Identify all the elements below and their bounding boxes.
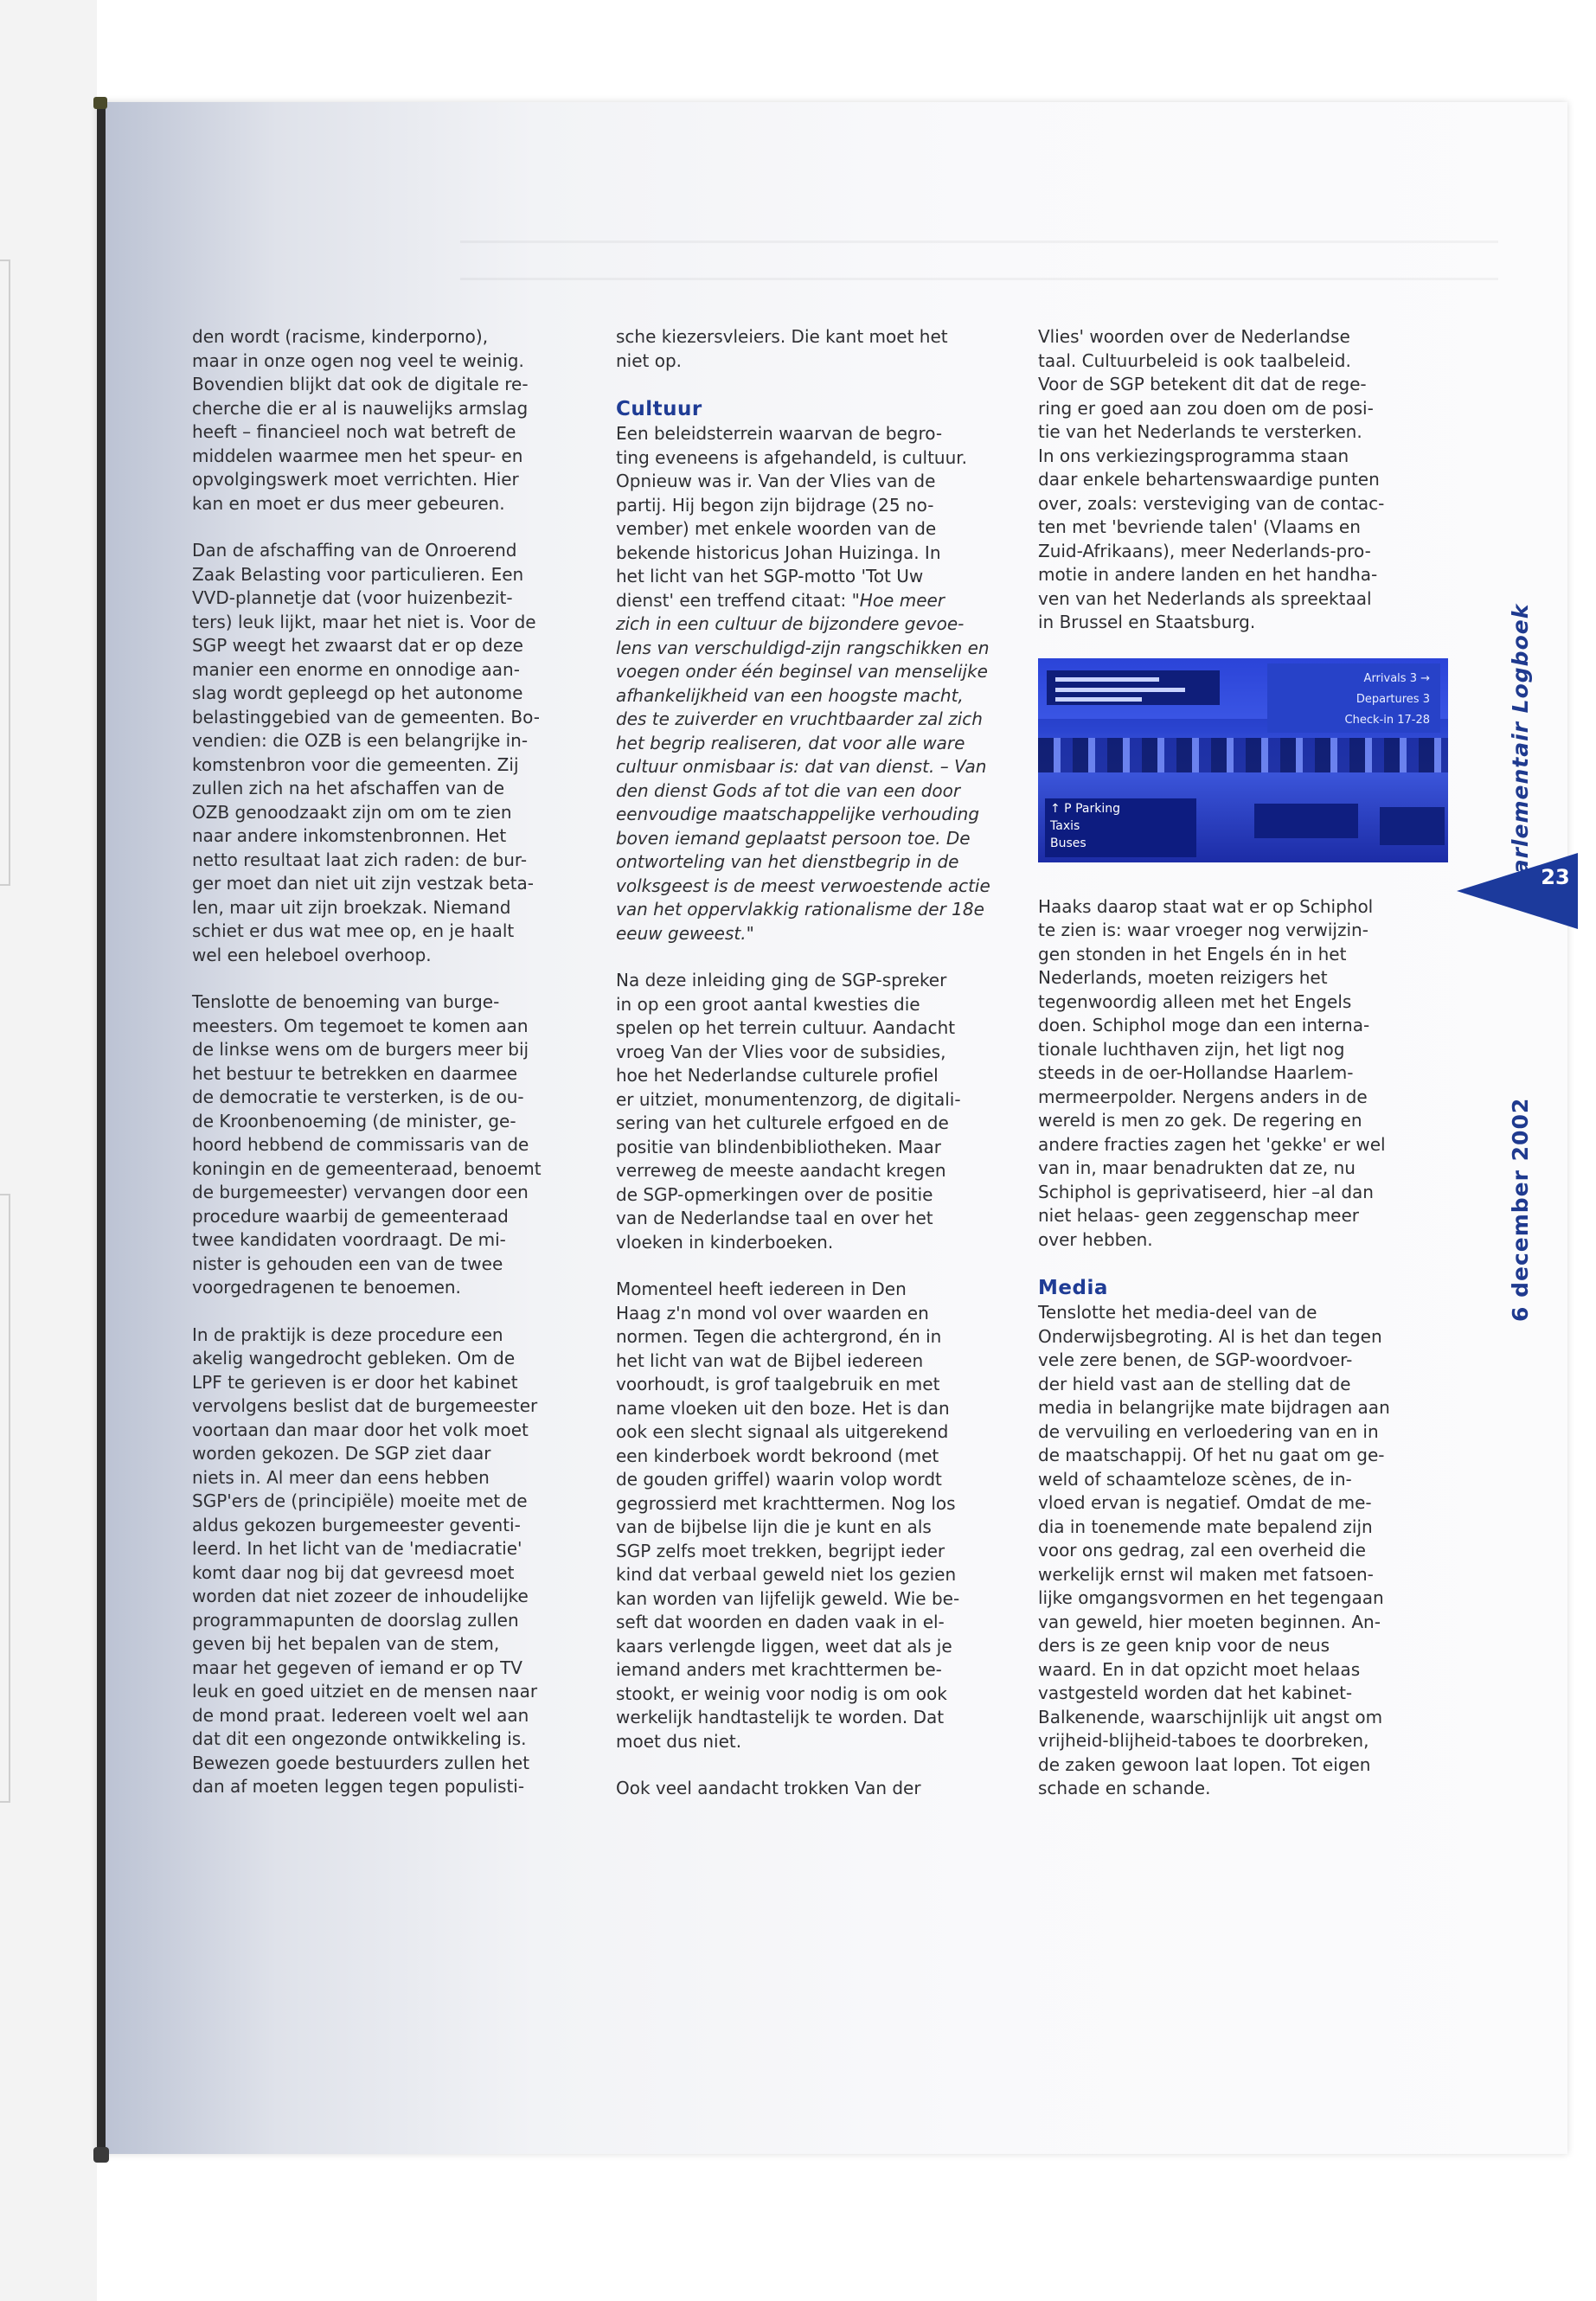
paragraph: Tenslotte het media-deel van de Onderwijsbegroting. Al is het dan tegen vele zere benen, de SGP-woordvoer- der hield vast aan de stelling dat de media in belangrijke mate bijdragen aan de vervuiling en verloedering van en in de maatschappij. Of het nu gaat om ge- weld of schaamteloze scènes, de in- vloed ervan is negatief. Omdat de me- dia in toenemende mate bepalend zijn voor ons gedrag, zal een overheid die werkelijk ernst wil maken met fatsoen- lijke omgangsvormen en het tegengaan van geweld, hier moeten beginnen. An- ders is ze geen knip voor de neus waard. En in dat opzicht moet helaas vastgesteld worden dat het kabinet- Balkenende, waarschijnlijk uit angst om vrijheid-blijheid-taboes te doorbreken, de zaken gewoon laat lopen. Tot eigen schade en schande. xyxy=(1038,1302,1390,1798)
text-column-1 xyxy=(192,325,607,1823)
paragraph: Ook veel aandacht trokken Van der xyxy=(616,1778,921,1798)
info-sign xyxy=(1254,804,1358,838)
board-row xyxy=(1055,697,1142,702)
paragraph: den wordt (racisme, kinderporno), maar in onze ogen nog veel te weinig. Bovendien blijkt dat ook de digitale re- cherche die er al is nauwelijks armslag heeft – financieel noch wat betreft de middelen waarmee men het speur- en opvolgingswerk moet verrichten. Hier kan en moet er dus meer gebeuren. xyxy=(192,326,529,514)
paragraph-text: Een beleidsterrein waarvan de begro- ting eveneens is afgehandeld, is cultuur. Opnieuw was ir. Van der Vlies van de partij. Hij begon zijn bijdrage (25 no- vember) met enkele woorden van de bekende historicus Johan Huizinga. In het licht van het SGP-motto 'Tot Uw dienst' een treffend citaat: xyxy=(616,423,968,611)
text-column-2 xyxy=(616,325,1031,1824)
paragraph: sche kiezersvleiers. Die kant moet het niet op. xyxy=(616,326,948,371)
departure-board xyxy=(1047,670,1220,705)
paragraph: Vlies' woorden over de Nederlandse taal. Cultuurbeleid is ook taalbeleid. Voor de SGP betekent dit dat de rege- ring er goed aan zou doen om de posi- tie van het Nederlands te versterken. In ons verkiezingsprogramma staan daar enkele behartenswaardige punten over, zoals: versteviging van de contac- ten met 'bevriende talen' (Vlaams en Zuid-Afrikaans), meer Nederlands-pro- motie in andere landen en het handha- ven van het Nederlands als spreektaal in Brussel en Staatsburg. xyxy=(1038,326,1385,632)
sign-arrivals: Arrivals 3 → xyxy=(1363,671,1430,685)
sign-buses: Buses xyxy=(1050,836,1086,850)
binding-staple xyxy=(93,97,107,109)
sign-departures: Departures 3 xyxy=(1356,692,1430,706)
section-heading-cultuur: Cultuur xyxy=(616,398,702,420)
issue-date: 6 december 2002 xyxy=(1508,1097,1533,1322)
page-number: 23 xyxy=(1541,865,1570,889)
schiphol-photo xyxy=(1038,658,1448,862)
sign-taxis: Taxis xyxy=(1050,818,1080,833)
page-edge xyxy=(0,1194,10,1803)
hall-ceiling xyxy=(1038,738,1448,772)
section-heading-media: Media xyxy=(1038,1277,1108,1299)
issue-date-vertical xyxy=(1498,976,1550,1322)
board-row xyxy=(1055,677,1159,682)
sign-parking: ↑ P Parking xyxy=(1050,801,1120,816)
sign-checkin: Check-in 17-28 xyxy=(1344,713,1430,727)
paragraph: Haaks daarop staat wat er op Schiphol te zien is: waar vroeger nog verwijzin- gen stonden in het Engels én in het Nederlands, moeten reizigers het tegenwoordig alleen met het Engels doen. Schiphol moge dan een interna- tionale luchthaven zijn, het ligt nog steeds in de oer-Hollandse Haarlem- mermeerpolder. Nergens anders in de wereld is men zo gek. De regering en andere fracties zagen het 'gekke' er wel van in, maar benadrukten dat ze, nu Schiphol is geprivatiseerd, hier –al dan niet helaas- geen zeggenschap meer over hebben. xyxy=(1038,895,1386,1250)
direction-sign xyxy=(1267,663,1440,733)
huizinga-quote: "Hoe meer zich in een cultuur de bijzondere gevoe- lens van verschuldigd-zijn rangschikken en voegen onder één beginsel van menselijke afhankelijkheid van een hoogste macht, des te zuiverder en vruchtbaarder zal zich het begrip realiseren, dat voor alle ware cultuur onmisbaar is: dat van dienst. – Van den dienst Gods af tot die van een door eenvoudige maatschappelijke verhouding boven iemand geplaatst persoon toe. De ontworteling van het dienstbegrip in de volksgeest is de meest verwoestende actie van het oppervlakkig rationalisme der 18e eeuw geweest." xyxy=(616,589,990,944)
parking-sign xyxy=(1045,798,1196,857)
page-edge xyxy=(0,260,10,886)
show-through xyxy=(460,240,1498,280)
binding-spine xyxy=(97,102,106,2154)
paragraph: In de praktijk is deze procedure een akelig wangedrocht gebleken. Om de LPF te gerieven is er door het kabinet vervolgens beslist dat de burgemeester voortaan dan maar door het volk moet worden gekozen. De SGP ziet daar niets in. Al meer dan eens hebben SGP'ers de (principiële) moeite met de aldus gekozen burgemeester geventi- leerd. In het licht van de 'mediacratie' komt daar nog bij dat gevreesd moet worden dat niet zozeer de inhoudelijke programmapunten de doorslag zullen geven bij het bepalen van de stem, maar het gegeven of iemand er op TV leuk en goed uitziet en de mensen naar de mond praat. Iedereen voelt wel aan dat dit een ongezonde ontwikkeling is. Bewezen goede bestuurders zullen het dan af moeten leggen tegen populisti- xyxy=(192,1324,538,1797)
scan-background xyxy=(0,0,97,2301)
text-column-3 xyxy=(1038,325,1453,1824)
binding-staple xyxy=(93,2147,109,2163)
publication-title-vertical xyxy=(1498,457,1550,889)
paragraph: Na deze inleiding ging de SGP-spreker in op een groot aantal kwesties die spelen op het terrein cultuur. Aandacht vroeg Van der Vlies voor de subsidies, hoe het Nederlandse culturele profiel er uitziet, monumentenzorg, de digitali- sering van het culturele erfgoed en de positie van blindenbibliotheken. Maar verreweg de meeste aandacht kregen de SGP-opmerkingen over de positie van de Nederlandse taal en over het vloeken in kinderboeken. xyxy=(616,970,961,1253)
magazine-page xyxy=(97,102,1570,2154)
info-sign xyxy=(1380,807,1445,845)
paragraph: Momenteel heeft iedereen in Den Haag z'n mond vol over waarden en normen. Tegen die achtergrond, én in het licht van wat de Bijbel iedereen voorhoudt, is grof taalgebruik en met name vloeken uit den boze. Het is dan ook een slecht signaal als uitgerekend een kinderboek wordt bekroond (met de gouden griffel) waarin volop wordt gegrossierd met krachttermen. Nog los van de bijbelse lijn die je kunt en als SGP zelfs moet trekken, begrijpt ieder kind dat verbaal geweld niet los gezien kan worden van lijfelijk geweld. Wie be- seft dat woorden en daden vaak in el- kaars verlengde liggen, weet dat als je iemand anders met krachttermen be- stookt, er weinig voor nodig is om ook werkelijk handtastelijk te worden. Dat moet dus niet. xyxy=(616,1279,960,1752)
board-row xyxy=(1055,688,1185,692)
paragraph: Dan de afschaffing van de Onroerend Zaak Belasting voor particulieren. Een VVD-plannetje dat (voor huizenbezit- ters) leuk lijkt, maar het niet is. Voor de SGP weegt het zwaarst dat er op deze manier een enorme en onnodige aan- slag wordt gepleegd op het autonome belastinggebied van de gemeenten. Bo- vendien: die OZB is een belangrijke in- komstenbron voor die gemeenten. Zij zullen zich na het afschaffen van de OZB genoodzaakt zijn om om te zien naar andere inkomstenbronnen. Het netto resultaat laat zich raden: de bur- ger moet dan niet uit zijn vestzak beta- len, maar uit zijn broekzak. Niemand schiet er dus wat mee op, en je haalt wel een heleboel overhoop. xyxy=(192,540,540,965)
paragraph: Tenslotte de benoeming van burge- meesters. Om tegemoet te komen aan de linkse wens om de burgers meer bij het bestuur te betrekken en daarmee de democratie te versterken, is de ou- de Kroonbenoeming (de minister, ge- hoord hebbend de commissaris van de koningin en de gemeenteraad, benoemt de burgemeester) vervangen door een procedure waarbij de gemeenteraad twee kandidaten voordraagt. De mi- nister is gehouden een van de twee voorgedragenen te benoemen. xyxy=(192,991,542,1298)
paragraph-with-quote xyxy=(616,422,1031,945)
publication-title: Parlementair Logboek xyxy=(1508,603,1533,889)
